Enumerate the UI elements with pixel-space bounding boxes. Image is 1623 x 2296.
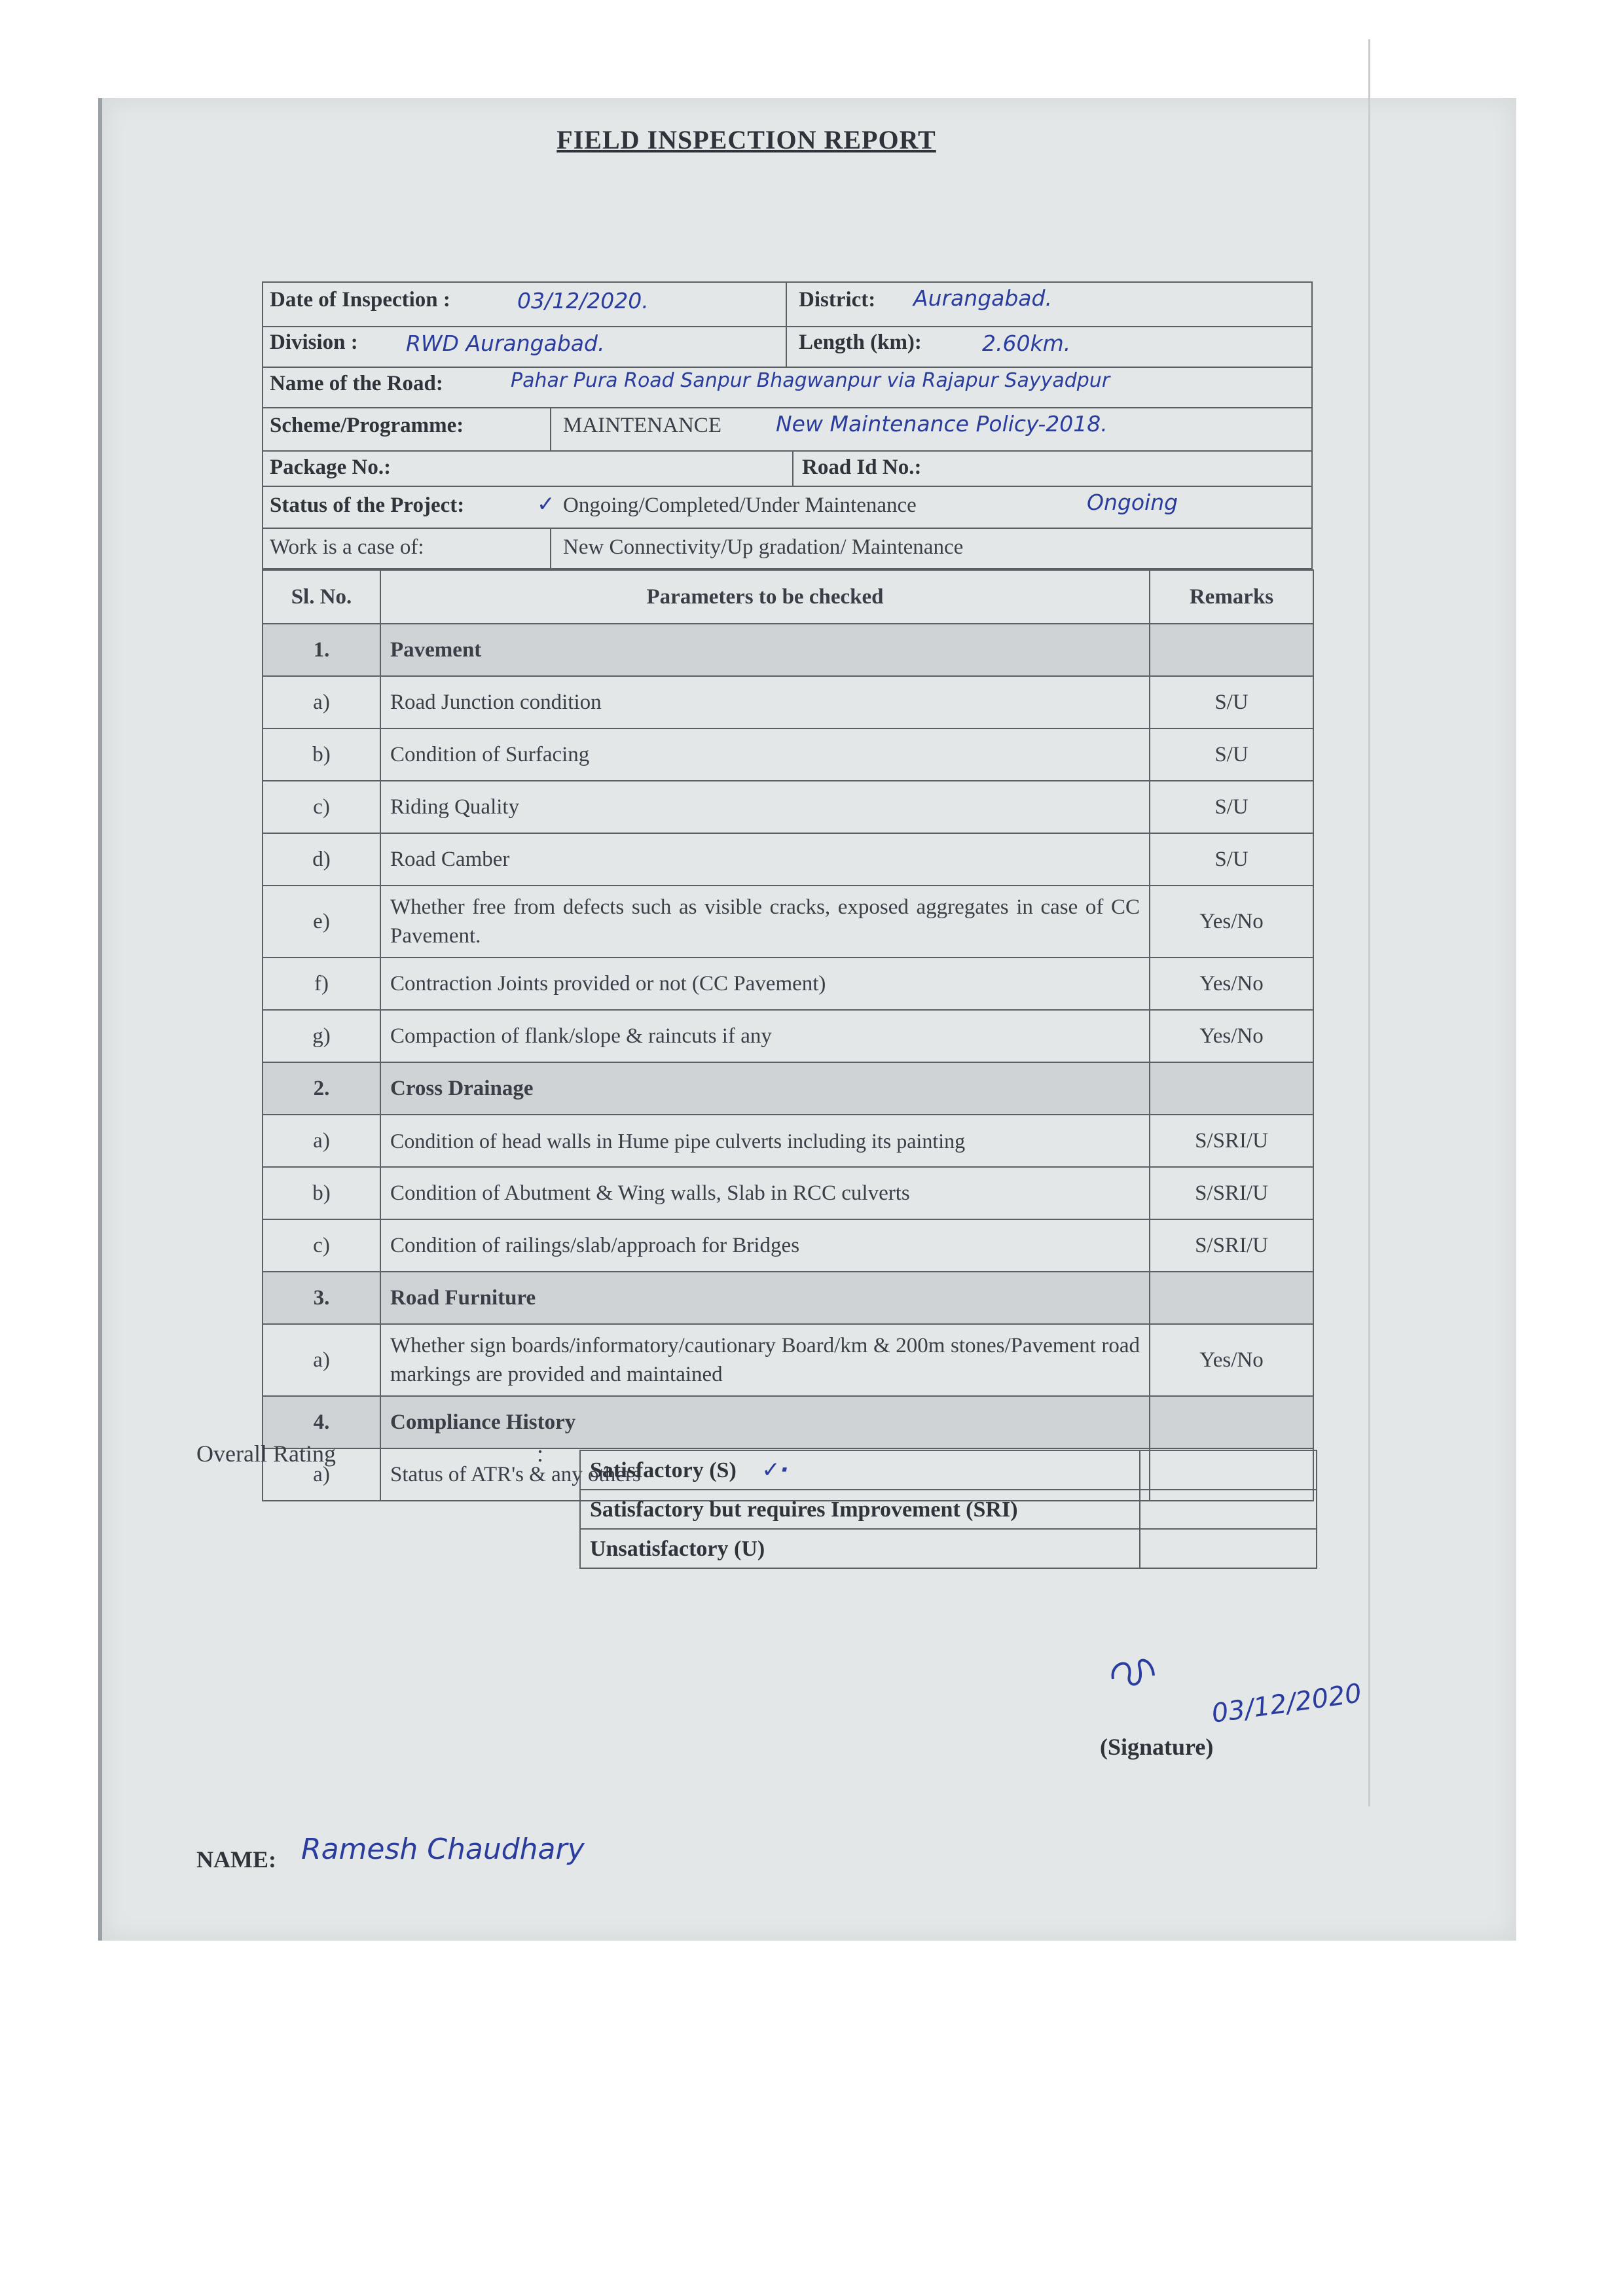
sl-no: 1. <box>263 624 380 676</box>
rating-option-label: Satisfactory (S) <box>590 1458 737 1482</box>
parameter: Condition of railings/slab/approach for Bridges <box>380 1219 1150 1272</box>
remark: S/U <box>1150 676 1313 728</box>
parameters-table <box>262 569 1314 1501</box>
section-row-road-furniture <box>263 1272 1313 1324</box>
sl-no: a) <box>263 1448 380 1501</box>
header-divider <box>262 486 1313 487</box>
section-row-pavement <box>263 624 1313 676</box>
section-title: Road Furniture <box>380 1272 1150 1324</box>
rating-mark-cell <box>1140 1450 1317 1490</box>
rating-mark-cell <box>1140 1529 1317 1568</box>
remark: Yes/No <box>1150 958 1313 1010</box>
work-options: New Connectivity/Up gradation/ Maintenance <box>563 535 964 559</box>
district-value: Aurangabad. <box>913 285 1052 311</box>
table-row <box>263 676 1313 728</box>
section-title: Pavement <box>380 624 1150 676</box>
remark: Yes/No <box>1150 1324 1313 1396</box>
sl-no: b) <box>263 728 380 781</box>
sl-no: 3. <box>263 1272 380 1324</box>
rating-mark-cell <box>1140 1490 1317 1529</box>
parameters-header: Parameters to be checked <box>380 570 1150 624</box>
rating-option-label: Satisfactory but requires Improvement (SRI) <box>590 1498 1018 1522</box>
rating-option <box>580 1490 1140 1529</box>
package-label: Package No.: <box>270 456 392 479</box>
remarks-header: Remarks <box>1150 570 1313 624</box>
status-handwritten: Ongoing <box>1087 490 1178 515</box>
parameter: Road Junction condition <box>380 676 1150 728</box>
remark: S/SRI/U <box>1150 1219 1313 1272</box>
scheme-printed: MAINTENANCE <box>563 414 721 437</box>
status-options: Ongoing/Completed/Under Maintenance <box>563 493 917 517</box>
table-row <box>263 781 1313 833</box>
table-row <box>263 1010 1313 1062</box>
parameter: Riding Quality <box>380 781 1150 833</box>
sl-no: a) <box>263 1115 380 1167</box>
header-divider <box>262 407 1313 408</box>
remark <box>1150 1272 1313 1324</box>
report-title: FIELD INSPECTION REPORT <box>556 125 936 154</box>
header-divider <box>262 450 1313 452</box>
parameter: Condition of Abutment & Wing walls, Slab in RCC culverts <box>380 1167 1150 1219</box>
table-row <box>263 833 1313 886</box>
status-label: Status of the Project: <box>270 493 465 517</box>
header-divider-vertical <box>550 528 551 569</box>
sl-no: c) <box>263 781 380 833</box>
sl-no: 4. <box>263 1396 380 1448</box>
parameter: Contraction Joints provided or not (CC Pavement) <box>380 958 1150 1010</box>
name-label: NAME: <box>196 1846 276 1873</box>
name-value: Ramesh Chaudhary <box>301 1833 585 1866</box>
remark <box>1150 624 1313 676</box>
signature-date: 03/12/2020 <box>1209 1678 1364 1729</box>
sl-no: a) <box>263 1324 380 1396</box>
parameter: Road Camber <box>380 833 1150 886</box>
parameter: Condition of Surfacing <box>380 728 1150 781</box>
table-row <box>263 1219 1313 1272</box>
road-id-label: Road Id No.: <box>802 456 922 479</box>
status-tick-mark: ✓ <box>537 491 555 516</box>
date-value: 03/12/2020. <box>517 288 649 314</box>
overall-rating-colon: : <box>537 1441 544 1467</box>
header-divider-vertical <box>792 450 793 486</box>
rating-option-label: Unsatisfactory (U) <box>590 1537 765 1561</box>
remark: Yes/No <box>1150 1010 1313 1062</box>
district-label: District: <box>799 288 876 312</box>
remark <box>1150 1396 1313 1448</box>
section-row-cross-drainage <box>263 1062 1313 1115</box>
signature-label: (Signature) <box>1100 1734 1214 1760</box>
sl-no-header: Sl. No. <box>263 570 380 624</box>
parameter: Status of ATR's & any others <box>380 1448 1150 1501</box>
rating-option <box>580 1450 1140 1490</box>
table-row <box>263 728 1313 781</box>
sl-no: d) <box>263 833 380 886</box>
sl-no: c) <box>263 1219 380 1272</box>
overall-rating-label: Overall Rating <box>196 1441 336 1467</box>
remark: Yes/No <box>1150 886 1313 958</box>
scheme-handwritten: New Maintenance Policy-2018. <box>776 411 1108 437</box>
rating-tick-mark: ✓· <box>761 1457 789 1483</box>
parameter: Condition of head walls in Hume pipe culverts including its painting <box>380 1115 1150 1167</box>
sl-no: f) <box>263 958 380 1010</box>
division-value: RWD Aurangabad. <box>406 331 605 356</box>
parameter: Whether free from defects such as visible cracks, exposed aggregates in case of CC Pavement. <box>380 886 1150 958</box>
remark <box>1150 1062 1313 1115</box>
sl-no: e) <box>263 886 380 958</box>
header-divider <box>262 528 1313 529</box>
sl-no: b) <box>263 1167 380 1219</box>
table-header-row <box>263 570 1313 624</box>
rating-row <box>580 1529 1317 1568</box>
rating-option <box>580 1529 1140 1568</box>
section-title: Compliance History <box>380 1396 1150 1448</box>
remark: S/U <box>1150 728 1313 781</box>
table-row <box>263 1115 1313 1167</box>
parameter: Whether sign boards/informatory/cautionary Board/km & 200m stones/Pavement road markings are provided and maintained <box>380 1324 1150 1396</box>
rating-row <box>580 1490 1317 1529</box>
header-divider <box>262 367 1313 368</box>
sl-no: a) <box>263 676 380 728</box>
remark: S/SRI/U <box>1150 1115 1313 1167</box>
page-fold-line <box>1368 39 1370 1806</box>
table-row <box>263 958 1313 1010</box>
division-label: Division : <box>270 331 358 354</box>
remark: S/SRI/U <box>1150 1167 1313 1219</box>
table-row <box>263 1324 1313 1396</box>
remark: S/U <box>1150 781 1313 833</box>
road-name-value: Pahar Pura Road Sanpur Bhagwanpur via Rajapur Sayyadpur <box>511 369 1110 392</box>
section-row-compliance-history <box>263 1396 1313 1448</box>
header-divider <box>262 326 1313 327</box>
scheme-label: Scheme/Programme: <box>270 414 464 437</box>
sl-no: 2. <box>263 1062 380 1115</box>
rating-row <box>580 1450 1317 1490</box>
section-title: Cross Drainage <box>380 1062 1150 1115</box>
remark: S/U <box>1150 833 1313 886</box>
table-row <box>263 886 1313 958</box>
work-label: Work is a case of: <box>270 535 424 559</box>
header-divider-vertical <box>550 407 551 450</box>
length-label: Length (km): <box>799 331 922 354</box>
signature-scribble-icon <box>1106 1649 1159 1695</box>
header-divider-vertical <box>786 281 787 367</box>
date-label: Date of Inspection : <box>270 288 450 312</box>
table-row <box>263 1167 1313 1219</box>
parameter: Compaction of flank/slope & raincuts if any <box>380 1010 1150 1062</box>
road-name-label: Name of the Road: <box>270 372 443 395</box>
length-value: 2.60km. <box>982 331 1071 356</box>
overall-rating-table <box>579 1450 1317 1569</box>
sl-no: g) <box>263 1010 380 1062</box>
